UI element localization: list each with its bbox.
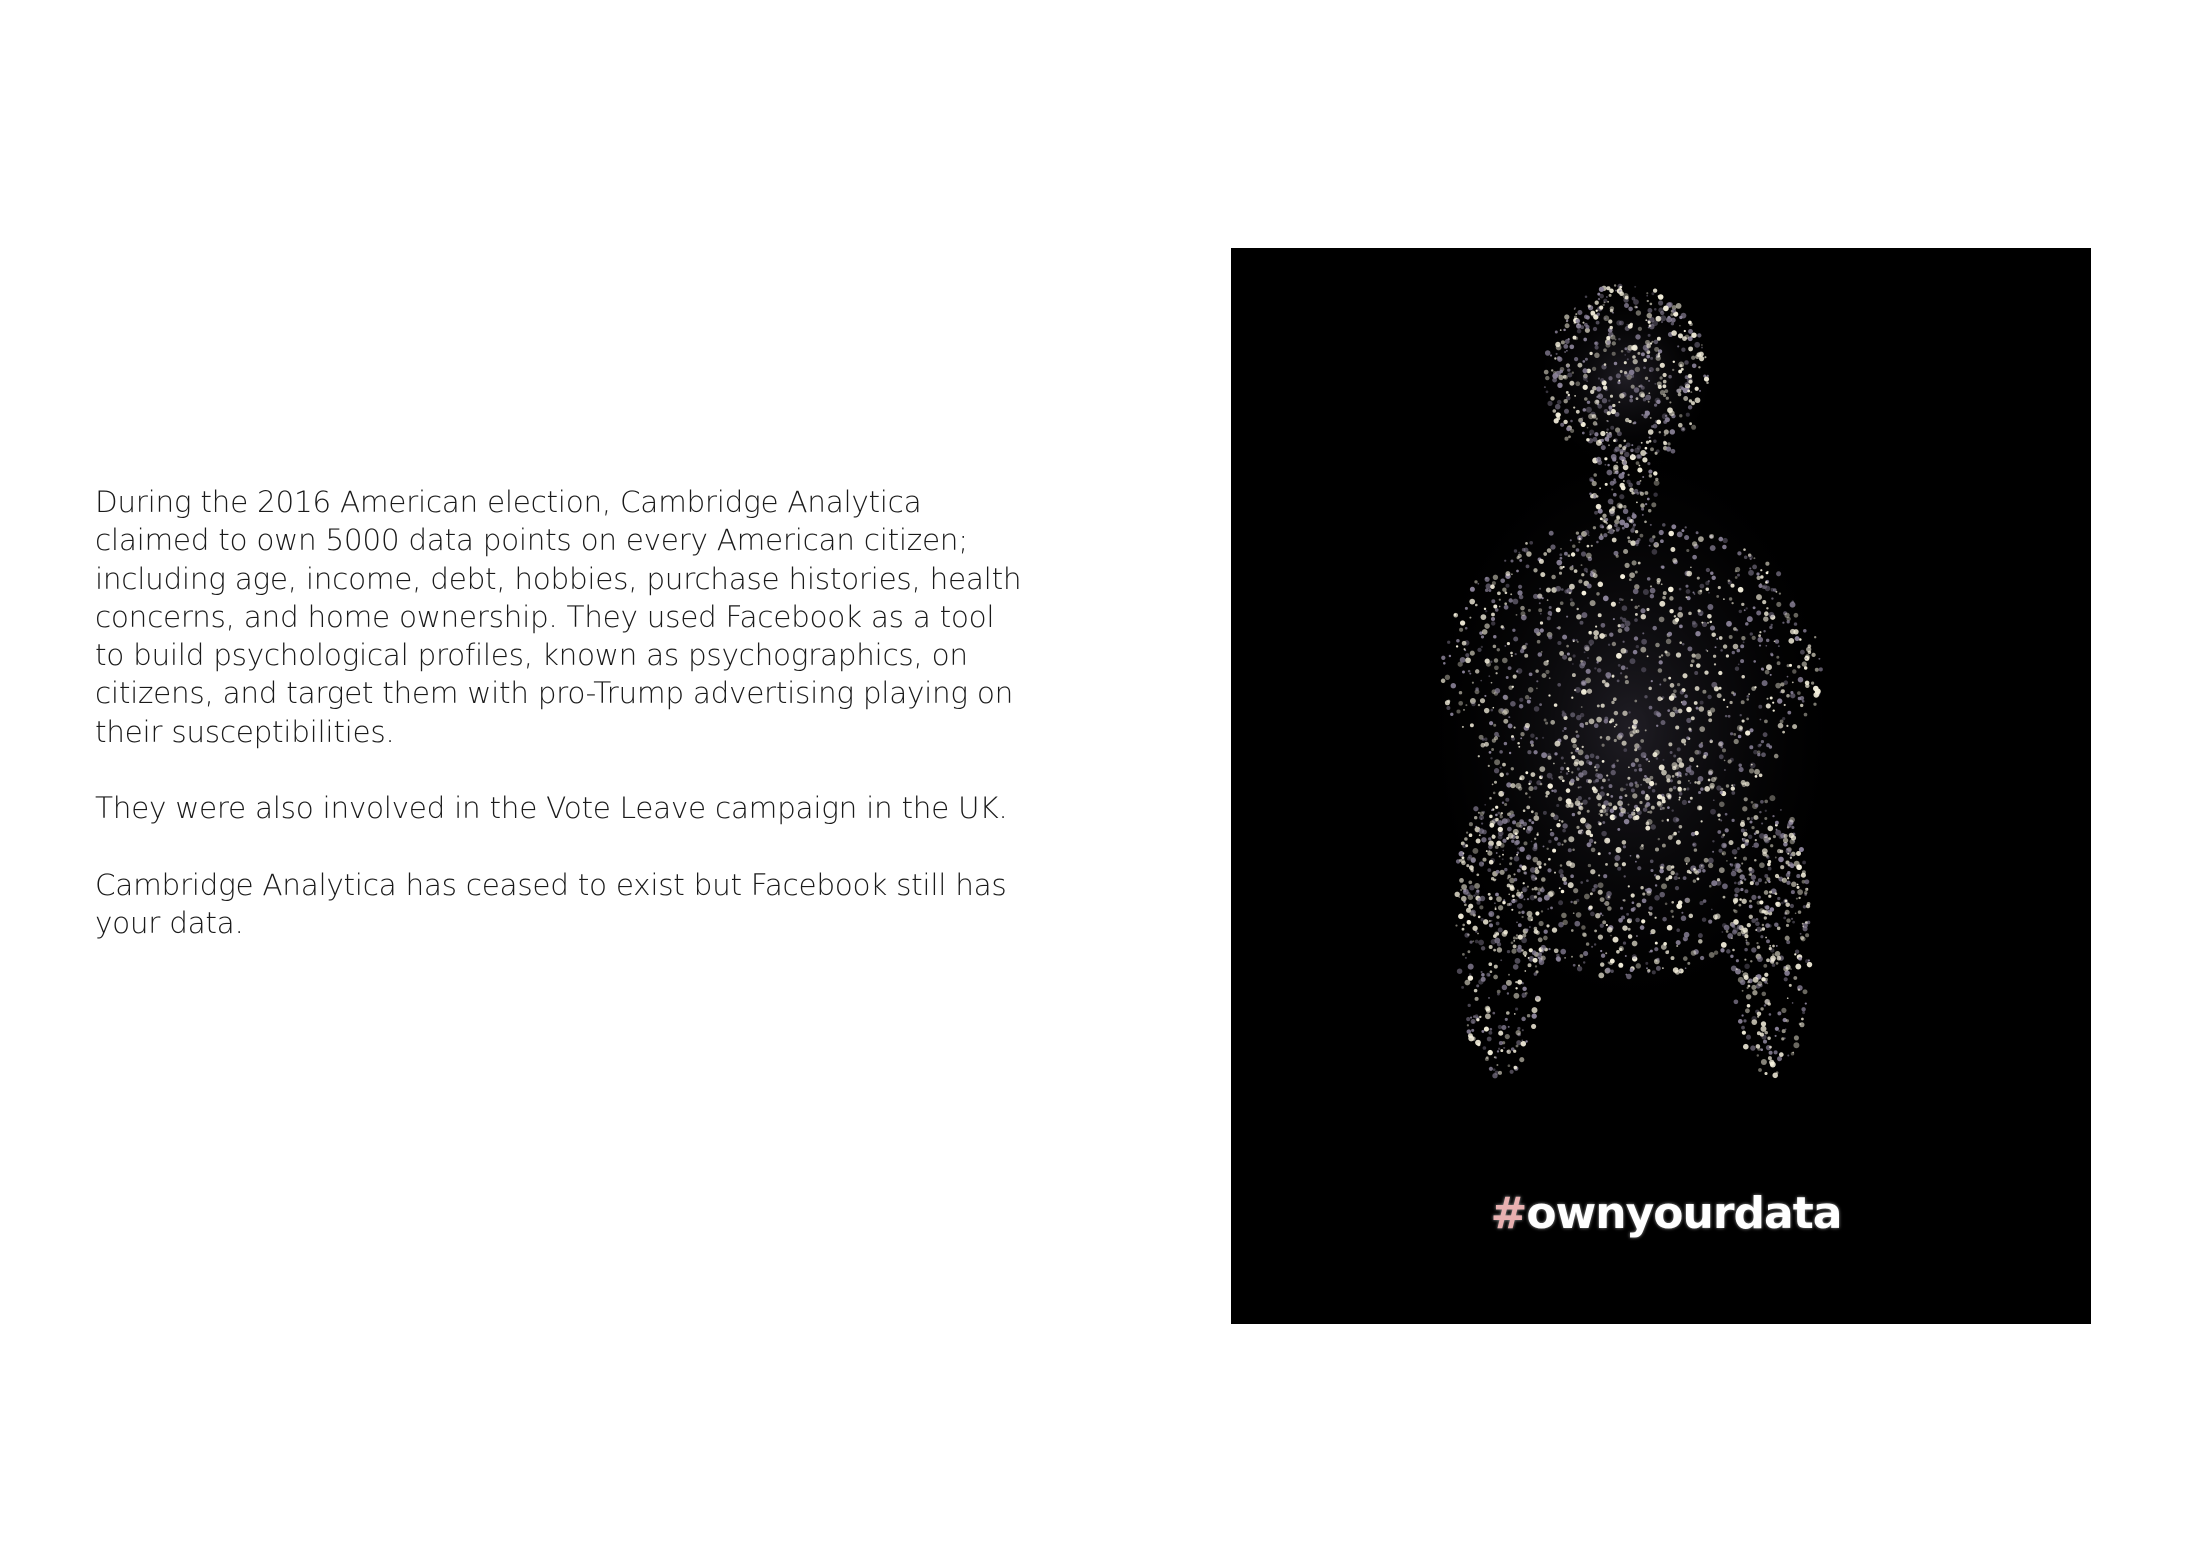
paragraph-vote-leave: They were also involved in the Vote Leave campaign in the UK. (95, 791, 1008, 826)
particle-human-figure (1231, 248, 2091, 1324)
paragraph-conclusion: Cambridge Analytica has ceased to exist but Facebook still has your data. (95, 867, 1007, 941)
ownyourdata-poster-image (1231, 248, 2091, 1324)
paragraph-cambridge-analytica: During the 2016 American election, Cambridge Analytica claimed to own 5000 data points on every American citizen; including age, income, debt, hobbies, purchase histories, health concerns, and home ownership. They used Facebook as a tool to build psychological profiles, known as psychographics, on citizens, and target them with pro-Trump advertising playing on their susceptibilities. (95, 485, 1022, 749)
ownyourdata-hashtag (1231, 1188, 2091, 1239)
hash-symbol: # (1490, 1188, 1527, 1239)
article-text (95, 483, 1035, 981)
hashtag-word: ownyourdata (1526, 1188, 1842, 1239)
